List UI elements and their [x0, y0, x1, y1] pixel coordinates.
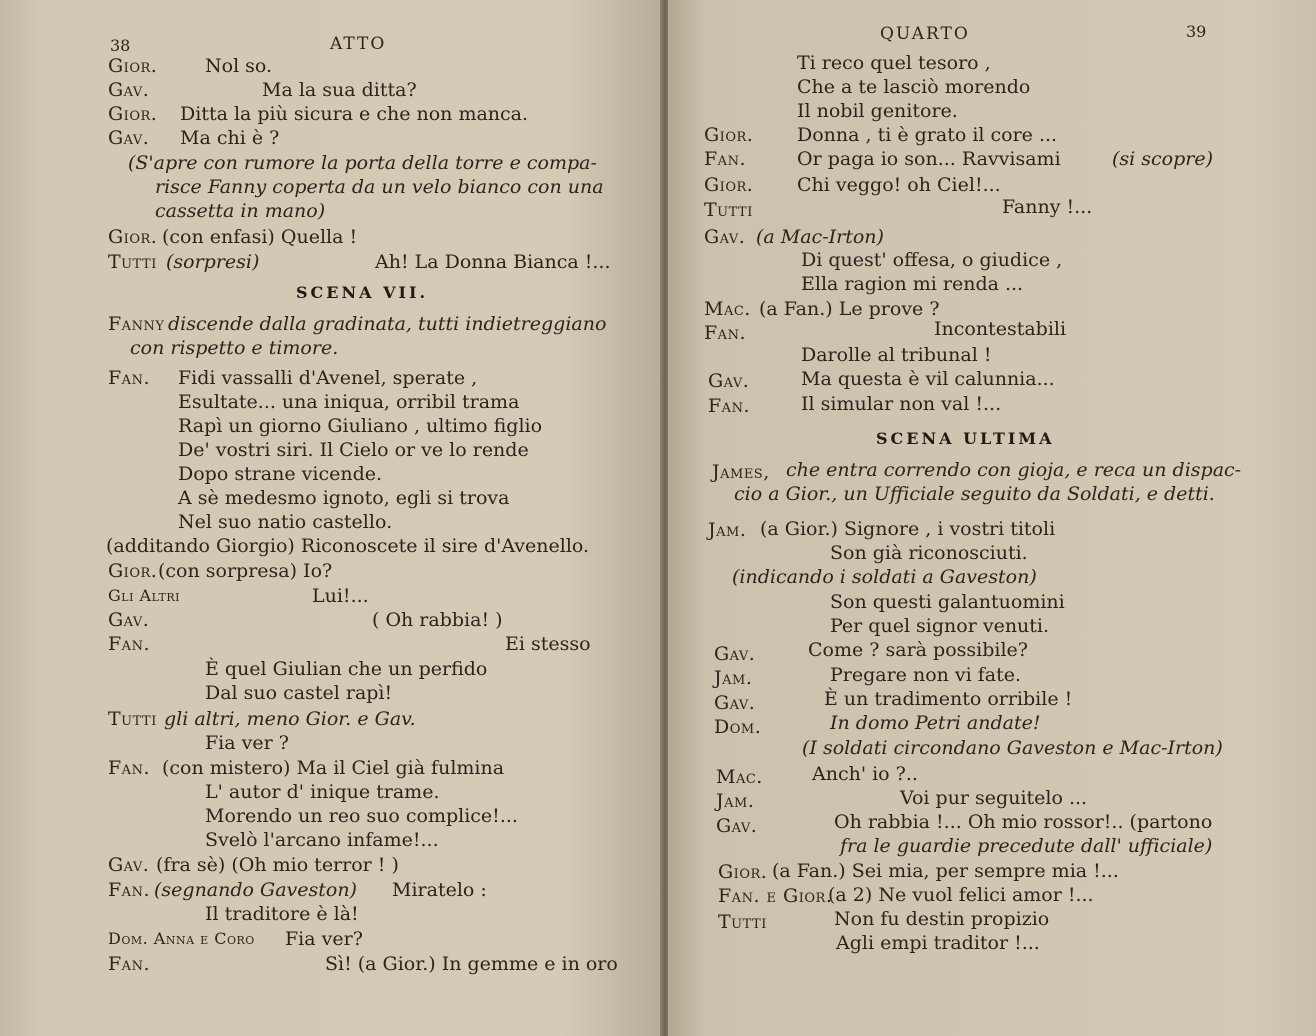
verse-line: Ti reco quel tesoro , — [797, 52, 991, 74]
stage-direction: (indicando i soldati a Gaveston) — [732, 566, 1037, 588]
verse-line: Or paga io son... Ravvisami — [797, 148, 1061, 170]
verse-line: Non fu destin propizio — [834, 908, 1050, 930]
speaker: Jam. — [708, 519, 747, 541]
stage-direction: (I soldati circondano Gaveston e Mac-Irton) — [802, 737, 1223, 759]
verse-line: Ditta la più sicura e che non manca. — [180, 103, 529, 125]
speaker: Gav. — [708, 370, 750, 392]
verse-line: Son questi galantuomini — [830, 591, 1065, 613]
verse-line: Anch' io ?.. — [812, 763, 918, 785]
speaker: Gior. — [704, 174, 754, 196]
verse-line: (con sorpresa) Io? — [158, 560, 333, 582]
speaker: Mac. — [704, 298, 751, 320]
stage-direction: (si scopre) — [1112, 148, 1214, 170]
page-number-left: 38 — [110, 36, 131, 55]
speaker: Fan. — [108, 633, 150, 655]
verse-line: (con mistero) Ma il Ciel già fulmina — [162, 757, 505, 779]
speaker: Gav. — [716, 815, 758, 837]
verse-line: L' autor d' inique trame. — [205, 781, 440, 803]
speaker: Gior. — [108, 103, 158, 125]
verse-line: È un tradimento orribile ! — [824, 688, 1073, 710]
speaker: Tutti — [718, 911, 767, 933]
speaker: Mac. — [716, 766, 763, 788]
speaker: Gior. — [704, 124, 754, 146]
verse-line: (a 2) Ne vuol felici amor !... — [828, 884, 1094, 906]
speaker: Fan. — [108, 953, 150, 975]
speaker: Gior. — [108, 55, 158, 77]
stage-direction: risce Fanny coperta da un velo bianco con una — [155, 176, 604, 198]
verse-line: Il nobil genitore. — [797, 100, 958, 122]
speaker: Gav. — [108, 854, 150, 876]
verse-line: Sì! (a Gior.) In gemme e in oro — [325, 953, 618, 975]
speaker: Gav. — [714, 643, 756, 665]
verse-line: Ma la sua ditta? — [262, 79, 417, 101]
speaker: Gli Altri — [108, 586, 180, 605]
verse-line: De' vostri siri. Il Cielo or ve lo rende — [178, 439, 529, 461]
speaker: Fan. — [704, 322, 746, 344]
verse-line: Svelò l'arcano infame!... — [205, 829, 439, 851]
verse-line: Rapì un giorno Giuliano , ultimo figlio — [178, 415, 543, 437]
verse-line: Son già riconosciuti. — [830, 542, 1028, 564]
speaker: Gav. — [108, 127, 150, 149]
verse-line: Il traditore è là! — [205, 903, 359, 925]
right-page — [668, 0, 1316, 1036]
speaker: Gav. — [108, 79, 150, 101]
verse-line: Pregare non vi fate. — [830, 664, 1022, 686]
verse-line: Ella ragion mi renda ... — [801, 273, 1024, 295]
verse-line: (con enfasi) Quella ! — [162, 226, 358, 248]
verse-line: Che a te lasciò morendo — [797, 76, 1031, 98]
running-head-left: ATTO — [330, 34, 387, 54]
stage-direction: (sorpresi) — [166, 251, 260, 273]
verse-line: Di quest' offesa, o giudice , — [801, 249, 1063, 271]
verse-line: A sè medesmo ignoto, egli si trova — [178, 487, 510, 509]
verse-line: Chi veggo! oh Ciel!... — [797, 174, 1001, 196]
verse-line: ( Oh rabbia! ) — [372, 609, 503, 631]
stage-direction: fra le guardie precedute dall' ufficiale) — [840, 835, 1213, 857]
page-number-right: 39 — [1186, 22, 1207, 41]
stage-direction: (a Mac-Irton) — [756, 226, 884, 248]
verse-line: (fra sè) (Oh mio terror ! ) — [156, 854, 399, 876]
speaker: Fan. — [708, 395, 750, 417]
verse-line: Dal suo castel rapì! — [205, 682, 393, 704]
stage-direction: discende dalla gradinata, tutti indietreggiano — [168, 313, 607, 335]
speaker: Fanny — [108, 313, 165, 335]
speaker: Jam. — [714, 667, 753, 689]
running-head-right: QUARTO — [880, 24, 970, 44]
stage-direction: cassetta in mano) — [155, 200, 326, 222]
verse-line: È quel Giulian che un perfido — [205, 658, 488, 680]
scene-heading: SCENA VII. — [296, 283, 429, 302]
stage-direction: (segnando Gaveston) — [154, 879, 357, 901]
verse-line: Lui!... — [312, 585, 369, 607]
verse-line: Esultate... una iniqua, orribil trama — [178, 391, 520, 413]
verse-line: (a Fan.) Sei mia, per sempre mia !... — [772, 860, 1119, 882]
verse-line: (a Fan.) Le prove ? — [759, 298, 940, 320]
verse-line: Voi pur seguitelo ... — [900, 787, 1088, 809]
speaker: Tutti — [108, 251, 157, 273]
speaker: Gav. — [704, 226, 746, 248]
speaker: Fan. — [108, 367, 150, 389]
speaker: Gav. — [108, 609, 150, 631]
verse-line: Fia ver ? — [205, 732, 289, 754]
stage-direction: gli altri, meno Gior. e Gav. — [164, 708, 416, 730]
verse-line: Fia ver? — [285, 928, 363, 950]
verse-line: Donna , ti è grato il core ... — [797, 124, 1058, 146]
verse-line: (a Gior.) Signore , i vostri titoli — [760, 518, 1056, 540]
scene-heading: SCENA ULTIMA — [876, 429, 1055, 448]
speaker: Gav. — [714, 692, 756, 714]
verse-line: Oh rabbia !... Oh mio rossor!.. (partono — [834, 811, 1213, 833]
speaker: Fan. — [108, 757, 150, 779]
speaker: Gior. — [718, 861, 768, 883]
speaker: Fan. — [108, 879, 150, 901]
stage-direction: che entra correndo con gioja, e reca un dispac- — [786, 459, 1242, 481]
verse-line: Per quel signor venuti. — [830, 615, 1050, 637]
speaker: Gior. — [108, 560, 158, 582]
verse-line: Ma chi è ? — [180, 127, 280, 149]
stage-direction: cio a Gior., un Ufficiale seguito da Soldati, e detti. — [734, 483, 1215, 505]
verse-line: Agli empi traditor !... — [836, 932, 1040, 954]
stage-direction: con rispetto e timore. — [130, 337, 339, 359]
speaker: Gior. — [108, 226, 158, 248]
verse-line: In domo Petri andate! — [830, 712, 1041, 734]
verse-line: Nel suo natio castello. — [178, 511, 393, 533]
speaker: James, — [712, 461, 770, 483]
verse-line: Ma questa è vil calunnia... — [801, 368, 1055, 390]
verse-line: Darolle al tribunal ! — [801, 344, 992, 366]
speaker: Fan. e Gior. — [718, 885, 833, 907]
verse-line: Il simular non val !... — [801, 393, 1002, 415]
verse-line: Fidi vassalli d'Avenel, sperate , — [178, 367, 478, 389]
stage-direction: (S'apre con rumore la porta della torre e compa- — [128, 152, 597, 174]
verse-line: Nol so. — [205, 55, 273, 77]
speaker: Tutti — [704, 199, 753, 221]
speaker: Jam. — [716, 790, 755, 812]
verse-line: (additando Giorgio) Riconoscete il sire d'Avenello. — [106, 535, 590, 557]
verse-line: Fanny !... — [1002, 196, 1093, 218]
verse-line: Ah! La Donna Bianca !... — [375, 251, 611, 273]
verse-line: Ei stesso — [505, 633, 591, 655]
speaker: Fan. — [704, 148, 746, 170]
verse-line: Morendo un reo suo complice!... — [205, 805, 518, 827]
speaker: Dom. — [714, 716, 762, 738]
verse-line: Come ? sarà possibile? — [808, 639, 1028, 661]
verse-line: Dopo strane vicende. — [178, 463, 383, 485]
speaker: Tutti — [108, 708, 157, 730]
verse-line: Incontestabili — [934, 318, 1067, 340]
speaker: Dom. Anna e Coro — [108, 929, 255, 948]
verse-line: Miratelo : — [392, 879, 487, 901]
